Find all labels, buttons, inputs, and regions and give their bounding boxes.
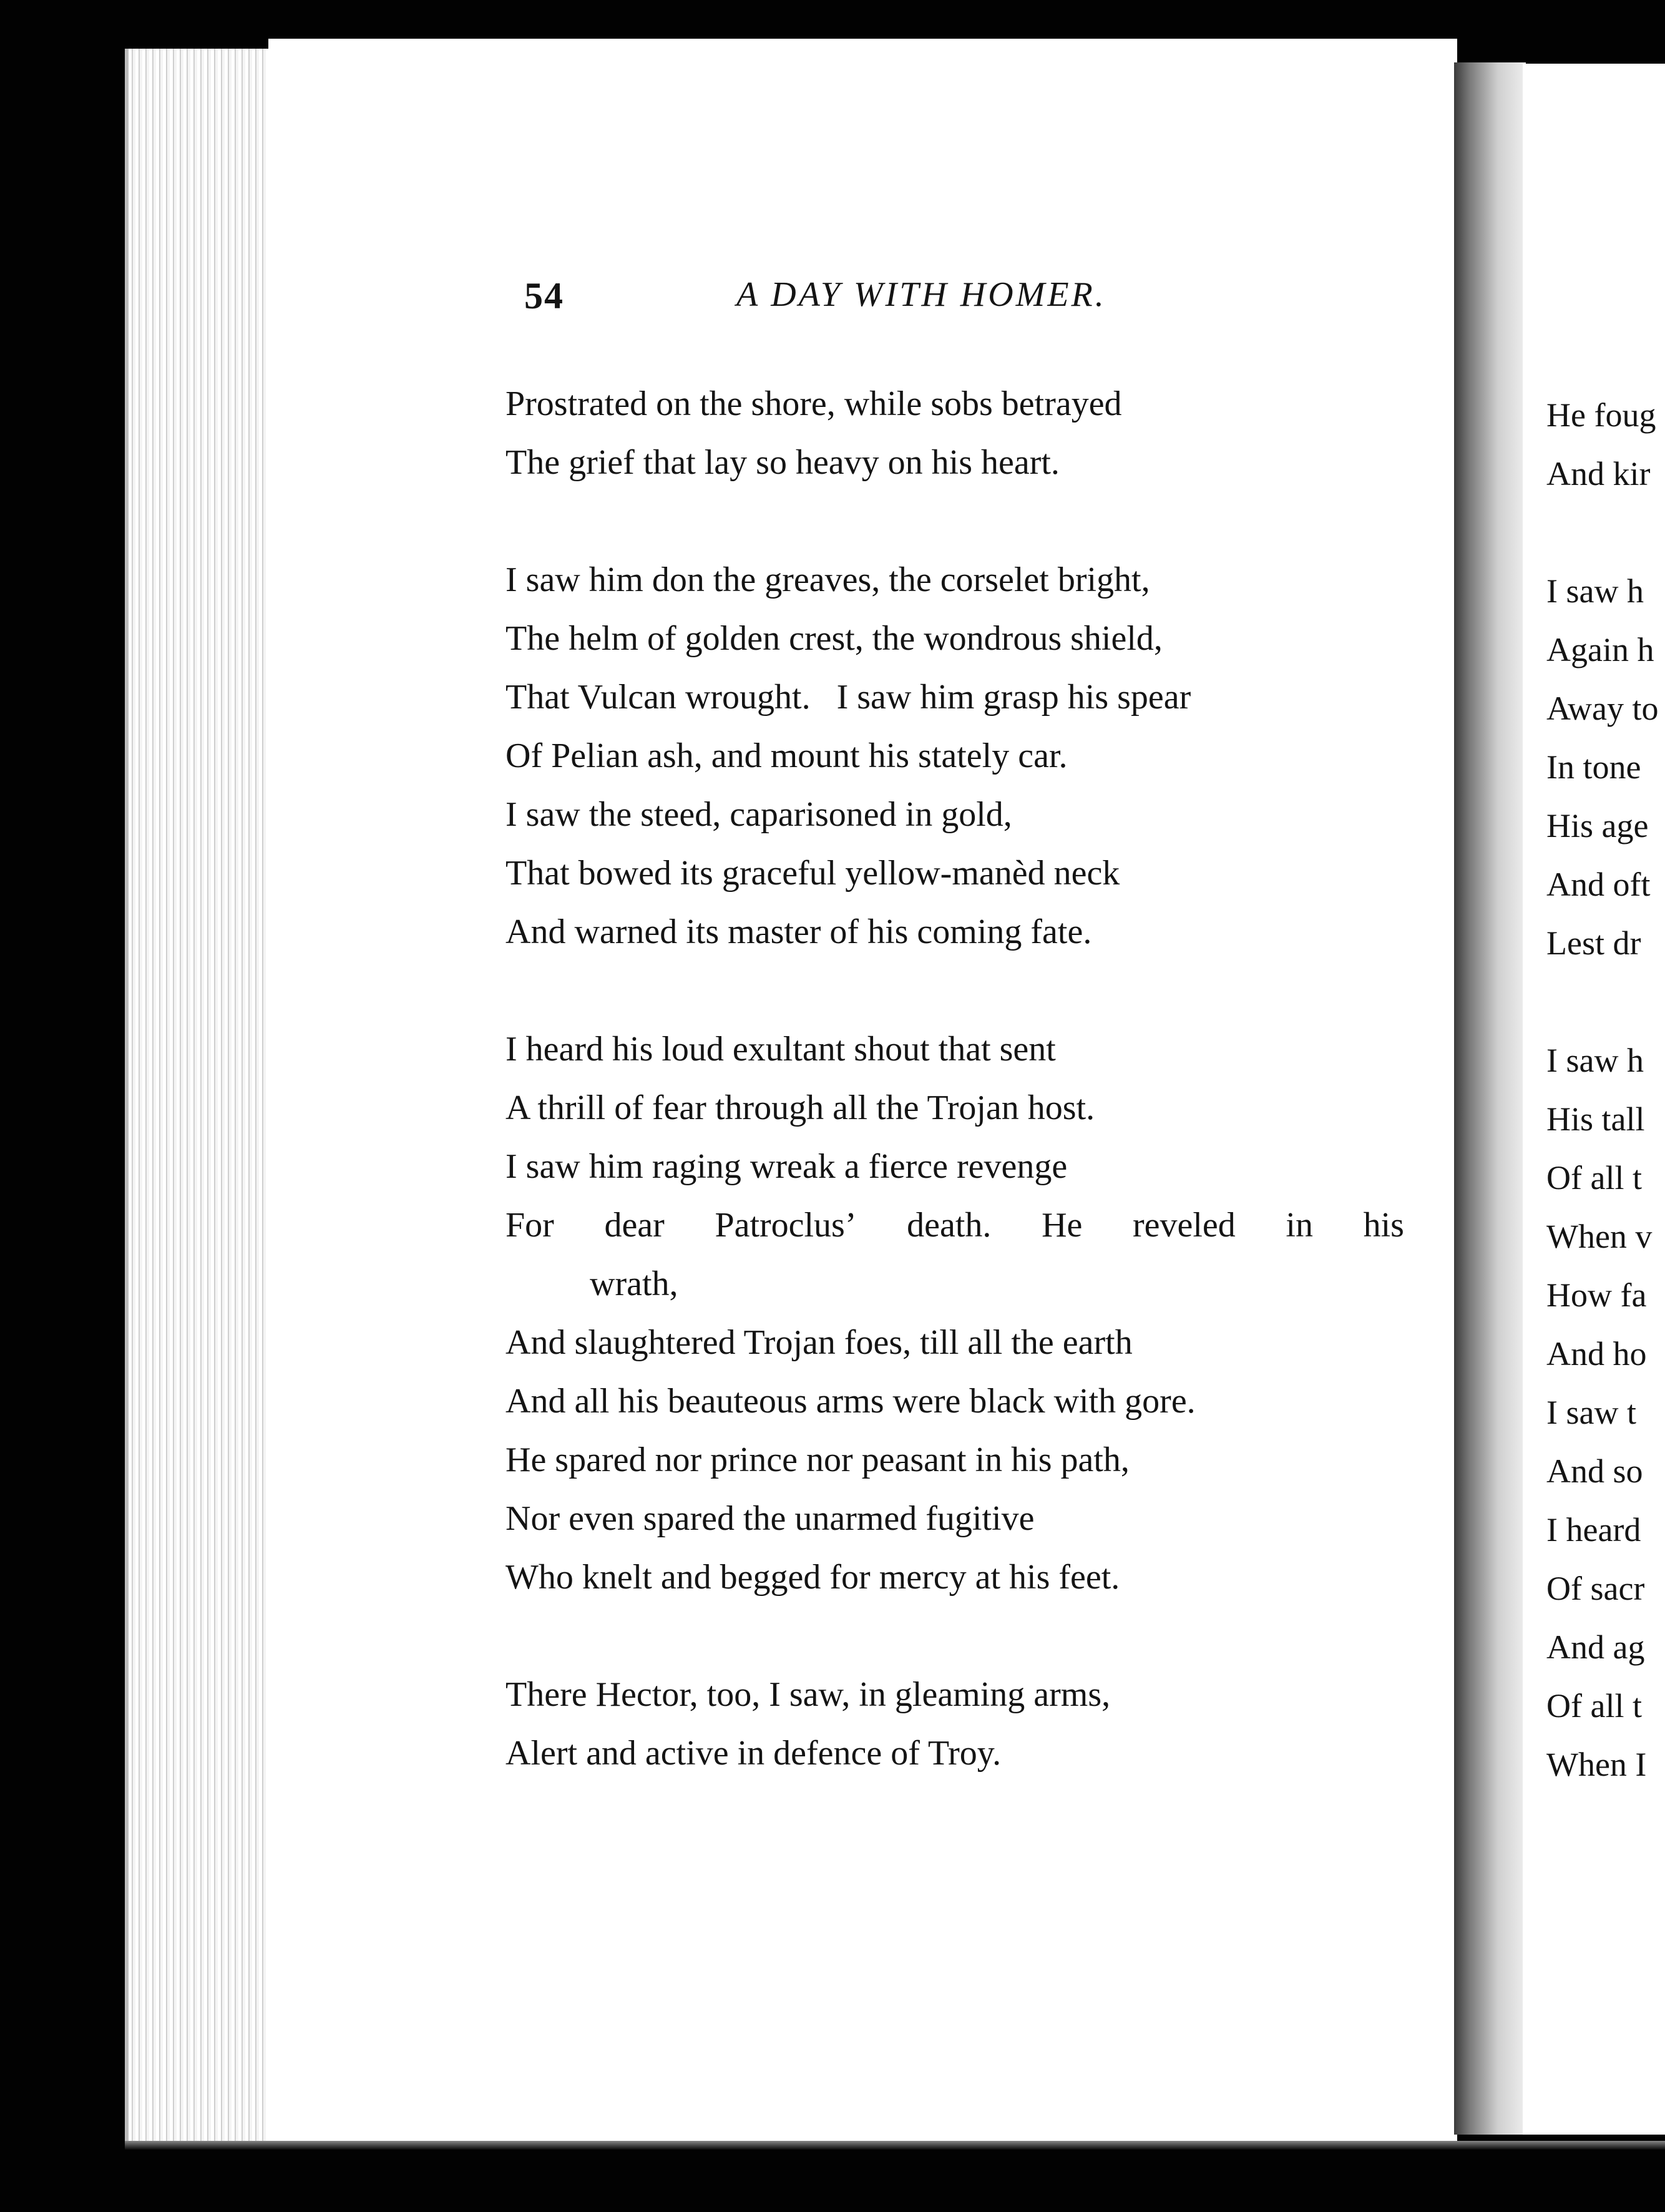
right-page-line: And oft [1546, 866, 1651, 903]
poem-line-continuation: wrath, [590, 1265, 678, 1303]
stanza-break [1546, 503, 1665, 562]
stanza-break [505, 1607, 1417, 1665]
page-bottom-shadow [125, 2141, 1665, 2150]
poem-line: And warned its master of his coming fate. [505, 913, 1092, 951]
poem-line: Who knelt and begged for mercy at his feet. [505, 1558, 1120, 1597]
poem-line: The helm of golden crest, the wondrous shield, [505, 619, 1163, 658]
running-head: A DAY WITH HOMER. [736, 275, 1106, 314]
poem-line: I saw the steed, caparisoned in gold, [505, 795, 1012, 834]
right-page-line: When v [1546, 1218, 1653, 1255]
poem-line: I heard his loud exultant shout that sent [505, 1030, 1056, 1069]
justified-word: his [1363, 1206, 1404, 1245]
poem-line: And slaughtered Trojan foes, till all the earth [505, 1323, 1133, 1362]
right-page-line: I saw h [1546, 1042, 1644, 1079]
poem-line: And all his beauteous arms were black with gore. [505, 1382, 1196, 1421]
justified-word: in [1286, 1206, 1313, 1245]
poem-line: Prostrated on the shore, while sobs betrayed [505, 384, 1122, 423]
poem-line: He spared nor prince nor peasant in his path, [505, 1441, 1130, 1479]
right-page-line: I saw h [1546, 572, 1644, 610]
poem-line: That Vulcan wrought. I saw him grasp his spear [505, 678, 1191, 717]
poem-line: Nor even spared the unarmed fugitive [505, 1499, 1035, 1538]
poem-line: I saw him raging wreak a fierce revenge [505, 1147, 1068, 1186]
justified-word: death. [907, 1206, 992, 1245]
stanza-break [1546, 972, 1665, 1031]
right-page-line: How fa [1546, 1276, 1647, 1314]
right-page-line: I saw t [1546, 1394, 1636, 1431]
right-page-line: In tone [1546, 748, 1641, 786]
page-header [524, 275, 1242, 325]
right-page-line: Away to [1546, 690, 1659, 727]
poem-line: Alert and active in defence of Troy. [505, 1734, 1002, 1773]
right-page-line: Again h [1546, 631, 1654, 668]
right-page-line: He foug [1546, 396, 1656, 434]
poem-line: Of Pelian ash, and mount his stately car. [505, 737, 1068, 775]
right-page-line: I heard [1546, 1511, 1641, 1549]
right-page-line: Of all t [1546, 1687, 1642, 1725]
poem-text [505, 374, 1417, 1783]
right-page-line: And so [1546, 1452, 1643, 1490]
justified-word: reveled [1133, 1206, 1236, 1245]
poem-line-justified [505, 1196, 1404, 1255]
right-page-line: Of sacr [1546, 1570, 1645, 1607]
poem-line: The grief that lay so heavy on his heart. [505, 443, 1060, 482]
justified-word: Patroclus’ [715, 1206, 857, 1245]
right-page-line: Of all t [1546, 1159, 1642, 1197]
justified-word: For [505, 1206, 554, 1245]
poem-line: There Hector, too, I saw, in gleaming arms, [505, 1675, 1111, 1714]
page-number: 54 [524, 275, 564, 316]
right-page-line: When I [1546, 1746, 1647, 1783]
justified-word: He [1042, 1206, 1083, 1245]
poem-line: A thrill of fear through all the Trojan host. [505, 1089, 1095, 1127]
right-page-line: Lest dr [1546, 924, 1641, 962]
stanza-break [505, 492, 1417, 551]
right-page-text [1546, 386, 1665, 1794]
right-page-line: His age [1546, 807, 1649, 844]
justified-word: dear [604, 1206, 665, 1245]
page-edges [125, 49, 275, 2146]
book-gutter [1454, 62, 1526, 2135]
right-page-line: And kir [1546, 455, 1651, 492]
stanza-break [505, 961, 1417, 1020]
poem-line: I saw him don the greaves, the corselet bright, [505, 560, 1150, 599]
right-page-line: And ag [1546, 1628, 1645, 1666]
poem-line: That bowed its graceful yellow-manèd neck [505, 854, 1120, 893]
right-page-line: His tall [1546, 1100, 1645, 1138]
right-page-line: And ho [1546, 1335, 1647, 1373]
